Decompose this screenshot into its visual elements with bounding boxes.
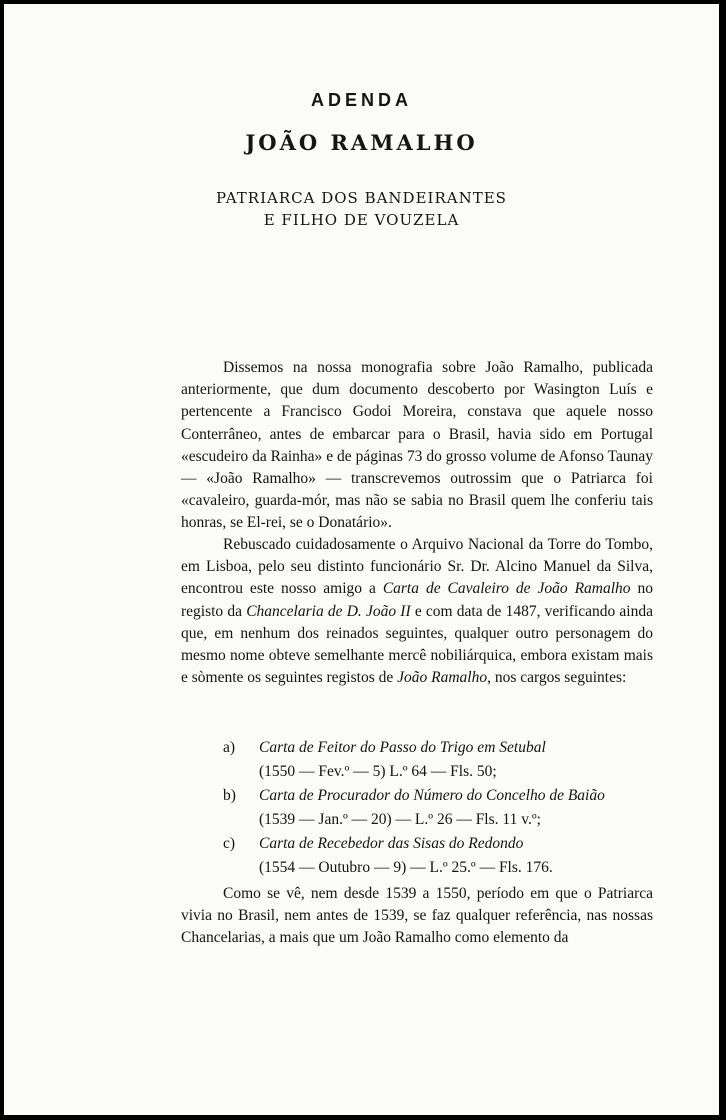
paragraph-2-text-4: , nos cargos seguintes: (487, 669, 627, 687)
paragraph-2-text-2: no registo da (181, 580, 654, 620)
paragraph-2-italic-1: Carta de Cavaleiro de João Ramalho (382, 580, 631, 598)
list-item-text (259, 736, 546, 784)
paragraph-1-block (181, 357, 653, 535)
list-item-ref: (1550 — Fev.º — 5) L.º 64 — Fls. 50; (259, 763, 497, 780)
list-item-title: Carta de Feitor do Passo do Trigo em Setubal (259, 739, 546, 756)
paragraph-3-block (181, 883, 653, 950)
list-item-label: a) (223, 739, 236, 756)
list-item-title: Carta de Procurador do Número do Concelho de Baião (259, 787, 605, 804)
list-item (223, 736, 663, 784)
list-item (223, 784, 663, 832)
paragraph-2-block (181, 534, 653, 689)
paragraph-3: Como se vê, nem desde 1539 a 1550, período em que o Patriarca vivia no Brasil, nem antes de 1539, se faz qualquer referência, nas nossas Chancelarias, a mais que um João Ramalho como elemento da (181, 885, 653, 947)
paragraph-1: Dissemos na nossa monografia sobre João Ramalho, publicada anteriormente, que dum documento descoberto por Wasington Luís e pertencente a Francisco Godoi Moreira, constava que aquele nosso Conterrâneo, antes de embarcar para o Brasil, havia sido em Portugal «escudeiro da Rainha» e de páginas 73 do grosso volume de Afonso Taunay — «João Ramalho» — transcrevemos outrossim que o Patriarca foi «cavaleiro, guarda-mór, mas não se sabia no Brasil quem lhe conferiu tais honras, se El-rei, se o Donatário». (181, 359, 653, 532)
list-item-ref: (1539 — Jan.º — 20) — L.º 26 — Fls. 11 v.º; (259, 811, 541, 828)
document-page (4, 4, 719, 1115)
list-item-title: Carta de Recebedor das Sisas do Redondo (259, 835, 524, 852)
paragraph-2 (181, 534, 653, 689)
subtitle-line-1: PATRIARCA DOS BANDEIRANTES (216, 189, 507, 207)
list-item-ref: (1554 — Outubro — 9) — L.º 25.º — Fls. 176. (259, 859, 553, 876)
page-title: JOÃO RAMALHO (245, 130, 478, 155)
list-item-label: c) (223, 835, 236, 852)
paragraph-2-italic-2: Chancelaria de D. João II (246, 602, 411, 620)
paragraph-2-text-3: e com data de 1487, verificando ainda que, em nenhum dos reinados seguintes, qualquer outro personagem do mesmo nome obteve semelhante mercê nobiliárquica, embora existam mais e sòmente os seguintes registos de (181, 602, 653, 687)
subtitle-line-2: E FILHO DE VOUZELA (263, 211, 460, 229)
list-item (223, 832, 663, 880)
list-item-text (259, 784, 605, 832)
list-item-text (259, 832, 553, 880)
list-item-label: b) (223, 787, 236, 804)
records-list (223, 736, 663, 880)
paragraph-2-text-1: Rebuscado cuidadosamente o Arquivo Nacional da Torre do Tombo, em Lisboa, pelo seu distinto funcionário Sr. Dr. Alcino Manuel da Silva, encontrou este nosso amigo a (181, 536, 653, 598)
paragraph-2-italic-3: João Ramalho (397, 669, 488, 687)
section-heading: ADENDA (310, 90, 412, 110)
